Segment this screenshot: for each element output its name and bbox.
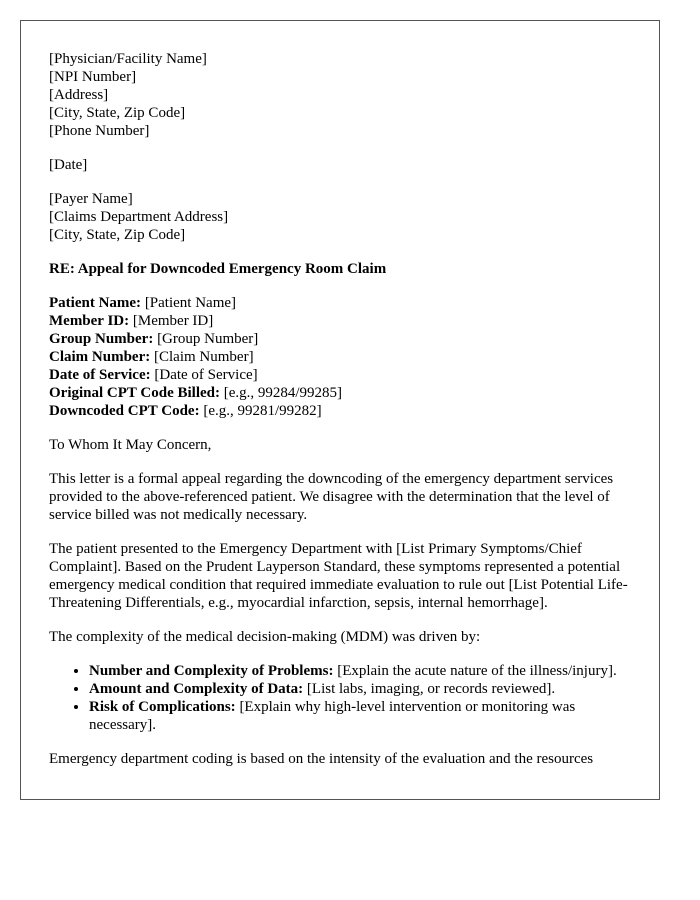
subject-line: RE: Appeal for Downcoded Emergency Room Claim bbox=[49, 261, 387, 277]
list-item bbox=[89, 662, 631, 680]
date-block bbox=[49, 156, 631, 174]
recipient-block bbox=[49, 190, 631, 244]
paragraph-mdm-intro: The complexity of the medical decision-making (MDM) was driven by: bbox=[49, 629, 481, 645]
detail-row bbox=[49, 330, 631, 348]
paragraph-appeal-intro: This letter is a formal appeal regarding the downcoding of the emergency department services provided to the above-referenced patient. We disagree with the determination that the level of service billed was not medically necessary. bbox=[49, 471, 614, 523]
detail-value: [Date of Service] bbox=[150, 367, 258, 383]
detail-label: Group Number: bbox=[49, 331, 154, 347]
detail-label: Patient Name: bbox=[49, 295, 142, 311]
bullet-text: [Explain why high-level intervention or monitoring was necessary]. bbox=[89, 699, 576, 733]
detail-value: [Group Number] bbox=[153, 331, 259, 347]
detail-value: [Claim Number] bbox=[150, 349, 254, 365]
bullet-text: [List labs, imaging, or records reviewed]. bbox=[303, 681, 556, 697]
letter-page bbox=[20, 20, 660, 800]
bullet-label: Risk of Complications: bbox=[89, 699, 236, 715]
claim-details bbox=[49, 294, 631, 420]
list-item bbox=[89, 680, 631, 698]
sender-name: [Physician/Facility Name] bbox=[49, 51, 207, 67]
recipient-address: [Claims Department Address] bbox=[49, 209, 229, 225]
detail-value: [Member ID] bbox=[129, 313, 214, 329]
paragraph-presentation: The patient presented to the Emergency Department with [List Primary Symptoms/Chief Complaint]. Based on the Prudent Layperson Standard, these symptoms represented a potential emergency medical condition that required immediate evaluation to rule out [List Potential Life-Threatening Differentials, e.g., myocardial infarction, sepsis, internal hemorrhage]. bbox=[49, 541, 628, 611]
sender-address: [Address] bbox=[49, 87, 109, 103]
sender-city: [City, State, Zip Code] bbox=[49, 105, 186, 121]
sender-phone: [Phone Number] bbox=[49, 123, 150, 139]
letter-date: [Date] bbox=[49, 157, 88, 173]
detail-value: [Patient Name] bbox=[141, 295, 237, 311]
detail-value: [e.g., 99281/99282] bbox=[199, 403, 322, 419]
letter-content bbox=[21, 21, 659, 768]
detail-label: Date of Service: bbox=[49, 367, 151, 383]
detail-label: Downcoded CPT Code: bbox=[49, 403, 200, 419]
paragraph-coding: Emergency department coding is based on the intensity of the evaluation and the resources bbox=[49, 751, 594, 767]
recipient-name: [Payer Name] bbox=[49, 191, 133, 207]
detail-row bbox=[49, 348, 631, 366]
detail-row bbox=[49, 384, 631, 402]
list-item bbox=[89, 698, 631, 734]
detail-row bbox=[49, 294, 631, 312]
detail-row bbox=[49, 366, 631, 384]
detail-value: [e.g., 99284/99285] bbox=[219, 385, 343, 401]
detail-row bbox=[49, 312, 631, 330]
bullet-text: [Explain the acute nature of the illness/injury]. bbox=[333, 663, 617, 679]
detail-row bbox=[49, 402, 631, 420]
mdm-bullet-list bbox=[49, 662, 631, 734]
sender-npi: [NPI Number] bbox=[49, 69, 137, 85]
detail-label: Original CPT Code Billed: bbox=[49, 385, 220, 401]
bullet-label: Number and Complexity of Problems: bbox=[89, 663, 334, 679]
detail-label: Claim Number: bbox=[49, 349, 151, 365]
recipient-city: [City, State, Zip Code] bbox=[49, 227, 186, 243]
salutation: To Whom It May Concern, bbox=[49, 437, 212, 453]
bullet-label: Amount and Complexity of Data: bbox=[89, 681, 304, 697]
sender-block bbox=[49, 50, 631, 140]
detail-label: Member ID: bbox=[49, 313, 130, 329]
